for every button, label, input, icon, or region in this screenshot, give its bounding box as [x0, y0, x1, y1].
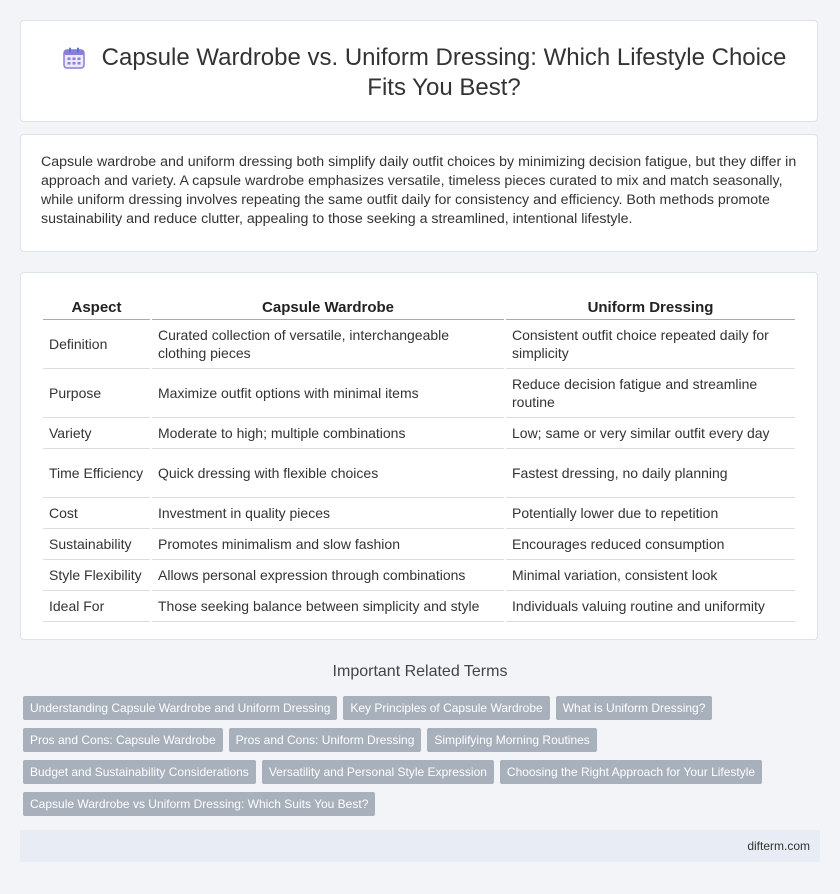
table-cell: Minimal variation, consistent look: [506, 560, 795, 591]
related-term-tag[interactable]: What is Uniform Dressing?: [556, 696, 713, 720]
table-cell: Encourages reduced consumption: [506, 529, 795, 560]
intro-text: Capsule wardrobe and uniform dressing both simplify daily outfit choices by minimizing decision fatigue, but they differ in approach and variety. A capsule wardrobe emphasizes versatile, timeless pieces curated to mix and match seasonally, while uniform dressing involves repeating the same outfit daily for consistency and efficiency. Both methods promote sustainability and reduce clutter, appealing to those seeking a streamlined, intentional lifestyle.: [41, 154, 797, 227]
table-cell: Fastest dressing, no daily planning: [506, 449, 795, 498]
table-row: [43, 498, 795, 529]
table-row: [43, 591, 795, 622]
table-cell: Quick dressing with flexible choices: [152, 449, 504, 498]
related-term-tag[interactable]: Choosing the Right Approach for Your Lifestyle: [500, 760, 762, 784]
table-cell: Variety: [43, 418, 150, 449]
page-title: Capsule Wardrobe vs. Uniform Dressing: Which Lifestyle Choice Fits You Best?: [101, 44, 787, 101]
related-terms-heading: Important Related Terms: [332, 663, 508, 680]
comparison-table: [41, 293, 797, 622]
table-cell: Those seeking balance between simplicity and style: [152, 591, 504, 622]
table-row: [43, 418, 795, 449]
table-cell: Allows personal expression through combinations: [152, 560, 504, 591]
header-uniform-dressing: Uniform Dressing: [506, 293, 795, 320]
related-term-tag[interactable]: Simplifying Morning Routines: [427, 728, 596, 752]
table-cell: Maximize outfit options with minimal items: [152, 369, 504, 418]
table-cell: Style Flexibility: [43, 560, 150, 591]
related-term-tag[interactable]: Pros and Cons: Capsule Wardrobe: [23, 728, 223, 752]
header-capsule-wardrobe: Capsule Wardrobe: [152, 293, 504, 320]
table-row: [43, 449, 795, 498]
calendar-icon: [63, 47, 85, 69]
table-cell: Moderate to high; multiple combinations: [152, 418, 504, 449]
related-term-tag[interactable]: Budget and Sustainability Considerations: [23, 760, 256, 784]
title-card: [20, 20, 818, 122]
related-term-tag[interactable]: Pros and Cons: Uniform Dressing: [229, 728, 422, 752]
table-row: [43, 320, 795, 369]
table-cell: Potentially lower due to repetition: [506, 498, 795, 529]
related-term-tag[interactable]: Versatility and Personal Style Expression: [262, 760, 494, 784]
table-cell: Definition: [43, 320, 150, 369]
table-cell: Purpose: [43, 369, 150, 418]
related-term-tag[interactable]: Capsule Wardrobe vs Uniform Dressing: Which Suits You Best?: [23, 792, 375, 816]
table-cell: Low; same or very similar outfit every day: [506, 418, 795, 449]
table-cell: Ideal For: [43, 591, 150, 622]
header-aspect: Aspect: [43, 293, 150, 320]
table-cell: Time Efficiency: [43, 449, 150, 498]
intro-card: [20, 134, 818, 252]
table-cell: Investment in quality pieces: [152, 498, 504, 529]
table-cell: Individuals valuing routine and uniformity: [506, 591, 795, 622]
footer-site-link[interactable]: difterm.com: [747, 839, 810, 853]
comparison-card: [20, 272, 818, 640]
related-term-tag[interactable]: Understanding Capsule Wardrobe and Uniform Dressing: [23, 696, 337, 720]
table-row: [43, 560, 795, 591]
table-row: [43, 369, 795, 418]
related-terms-list: [23, 696, 803, 824]
table-cell: Consistent outfit choice repeated daily for simplicity: [506, 320, 795, 369]
table-cell: Cost: [43, 498, 150, 529]
footer: [20, 830, 820, 862]
related-term-tag[interactable]: Key Principles of Capsule Wardrobe: [343, 696, 549, 720]
table-header-row: [43, 293, 795, 320]
table-cell: Reduce decision fatigue and streamline routine: [506, 369, 795, 418]
table-cell: Curated collection of versatile, interchangeable clothing pieces: [152, 320, 504, 369]
table-cell: Promotes minimalism and slow fashion: [152, 529, 504, 560]
table-cell: Sustainability: [43, 529, 150, 560]
table-row: [43, 529, 795, 560]
